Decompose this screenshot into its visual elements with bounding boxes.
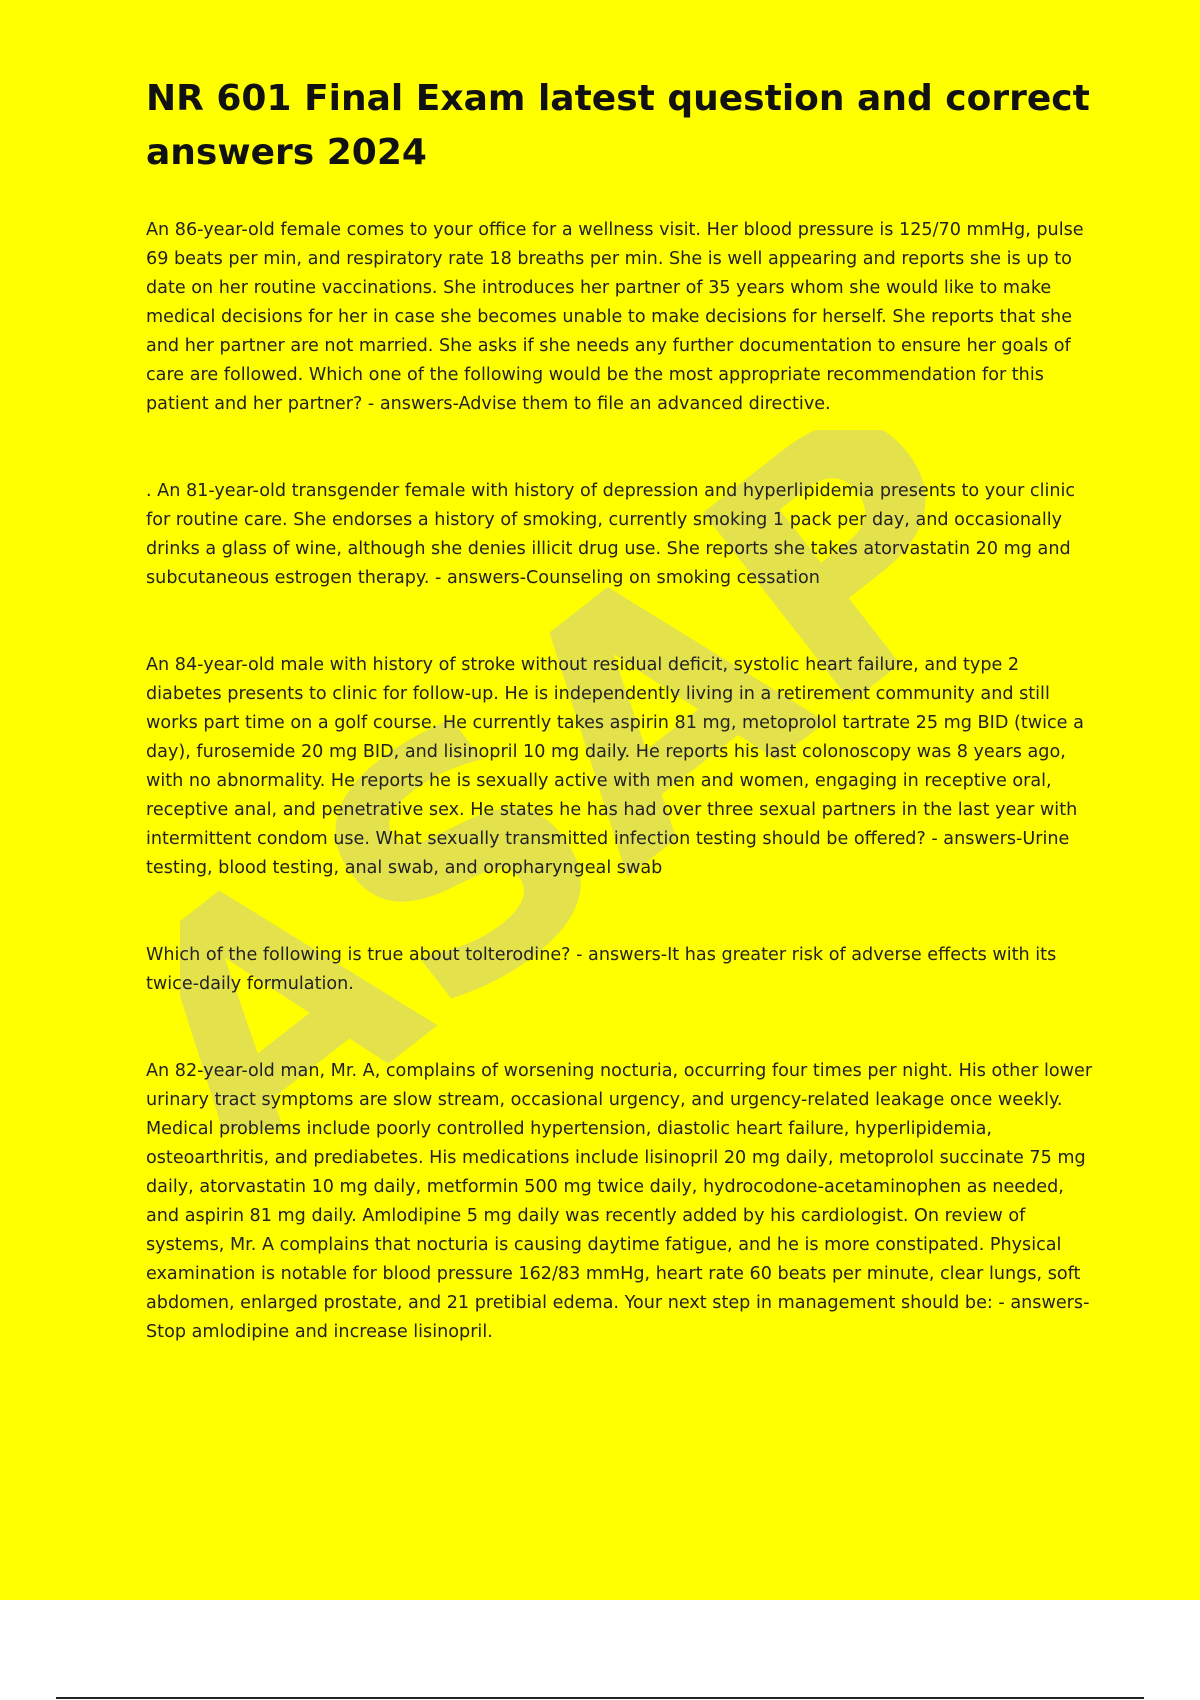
- document-content: [146, 72, 1096, 1405]
- watermark-text: ASAP: [180, 430, 940, 1130]
- page-divider: [56, 1697, 1144, 1699]
- qa-entry-1: An 86-year-old female comes to your office for a wellness visit. Her blood pressure is 125/70 mmHg, pulse 69 beats per min, and respiratory rate 18 breaths per min. She is well appearing and reports she is up to date on her routine vaccinations. She introduces her partner of 35 years whom she would like to make medical decisions for her in case she becomes unable to make decisions for herself. She reports that she and her partner are not married. She asks if she needs any further documentation to ensure her goals of care are followed. Which one of the following would be the most appropriate recommendation for this patient and her partner? - answers-Advise them to file an advanced directive.: [146, 220, 1084, 414]
- document-title: NR 601 Final Exam latest question and correct answers 2024: [146, 78, 1090, 173]
- qa-entry-5: An 82-year-old man, Mr. A, complains of worsening nocturia, occurring four times per night. His other lower urinary tract symptoms are slow stream, occasional urgency, and urgency-related leakage once weekly. Medical problems include poorly controlled hypertension, diastolic heart failure, hyperlipidemia, osteoarthritis, and prediabetes. His medications include lisinopril 20 mg daily, metoprolol succinate 75 mg daily, atorvastatin 10 mg daily, metformin 500 mg twice daily, hydrocodone-acetaminophen as needed, and aspirin 81 mg daily. Amlodipine 5 mg daily was recently added by his cardiologist. On review of systems, Mr. A complains that nocturia is causing daytime fatigue, and he is more constipated. Physical examination is notable for blood pressure 162/83 mmHg, heart rate 60 beats per minute, clear lungs, soft abdomen, enlarged prostate, and 21 pretibial edema. Your next step in management should be: - answers-Stop amlodipine and increase lisinopril.: [146, 1061, 1093, 1342]
- qa-entry-2: . An 81-year-old transgender female with history of depression and hyperlipidemia presents to your clinic for routine care. She endorses a history of smoking, currently smoking 1 pack per day, and occasionally drinks a glass of wine, although she denies illicit drug use. She reports she takes atorvastatin 20 mg and subcutaneous estrogen therapy. - answers-Counseling on smoking cessation: [146, 481, 1076, 588]
- qa-entry-3: An 84-year-old male with history of stroke without residual deficit, systolic heart failure, and type 2 diabetes presents to clinic for follow-up. He is independently living in a retirement community and still works part time on a golf course. He currently takes aspirin 81 mg, metoprolol tartrate 25 mg BID (twice a day), furosemide 20 mg BID, and lisinopril 10 mg daily. He reports his last colonoscopy was 8 years ago, with no abnormality. He reports he is sexually active with men and women, engaging in receptive oral, receptive anal, and penetrative sex. He states he has had over three sexual partners in the last year with intermittent condom use. What sexually transmitted infection testing should be offered? - answers-Urine testing, blood testing, anal swab, and oropharyngeal swab: [146, 655, 1084, 878]
- qa-entry-4: Which of the following is true about tolterodine? - answers-It has greater risk of adverse effects with its twice-daily formulation.: [146, 945, 1057, 994]
